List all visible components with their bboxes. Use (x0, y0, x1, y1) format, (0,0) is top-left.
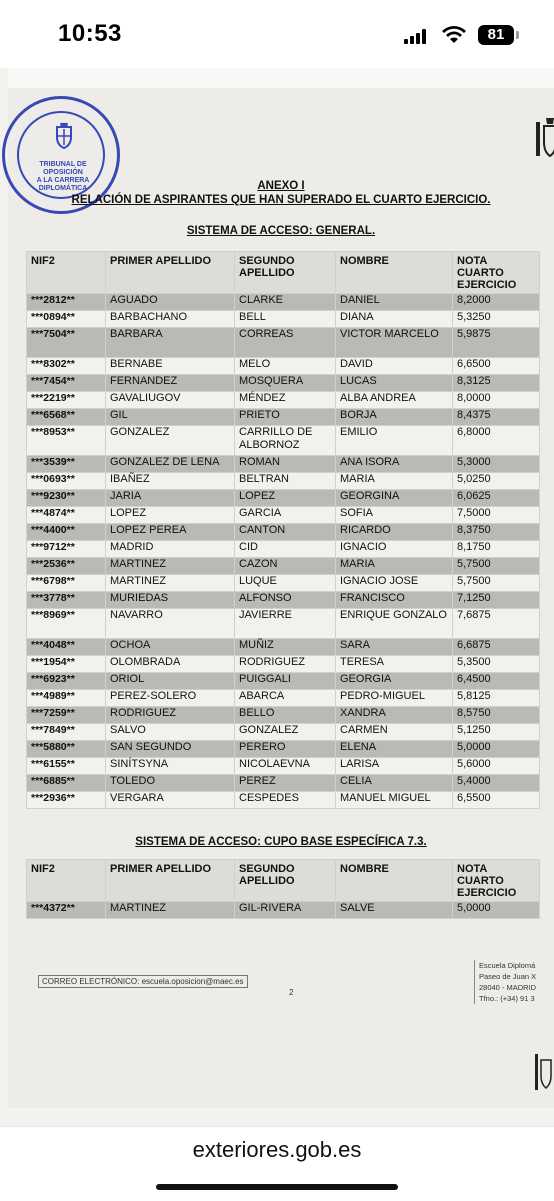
cell-nif: ***4372** (27, 902, 106, 919)
cell-nombre: EMILIO (336, 426, 453, 456)
cell-nota: 8,3125 (453, 375, 540, 392)
cell-nota: 5,8125 (453, 690, 540, 707)
cell-nota: 8,2000 (453, 294, 540, 311)
cell-primer-apellido: PEREZ-SOLERO (106, 690, 235, 707)
cell-nota: 5,6000 (453, 758, 540, 775)
coat-of-arms-icon (534, 1048, 552, 1096)
cell-nombre: IGNACIO JOSE (336, 575, 453, 592)
cell-nombre: PEDRO-MIGUEL (336, 690, 453, 707)
table-row (27, 358, 540, 375)
cell-primer-apellido: SALVO (106, 724, 235, 741)
cell-nif: ***2936** (27, 792, 106, 809)
cell-nota: 7,5000 (453, 507, 540, 524)
cell-primer-apellido: RODRIGUEZ (106, 707, 235, 724)
column-header-nif: NIF2 (27, 860, 106, 902)
table-row (27, 328, 540, 358)
cell-nota: 6,6875 (453, 639, 540, 656)
cell-nombre: ANA ISORA (336, 456, 453, 473)
cell-primer-apellido: LOPEZ PEREA (106, 524, 235, 541)
column-header-nombre: NOMBRE (336, 860, 453, 902)
table-row (27, 375, 540, 392)
cell-nif: ***0894** (27, 311, 106, 328)
cell-segundo-apellido: ROMAN (235, 456, 336, 473)
status-bar (0, 0, 554, 68)
cell-primer-apellido: VERGARA (106, 792, 235, 809)
table-header-row (27, 252, 540, 294)
cell-segundo-apellido: MÉNDEZ (235, 392, 336, 409)
cell-nif: ***2219** (27, 392, 106, 409)
cell-nombre: CELIA (336, 775, 453, 792)
cell-segundo-apellido: CARRILLO DE ALBORNOZ (235, 426, 336, 456)
cell-primer-apellido: MARTINEZ (106, 902, 235, 919)
coat-of-arms-icon (49, 121, 79, 151)
cell-primer-apellido: GIL (106, 409, 235, 426)
seal-text: TRIBUNAL DE OPOSICIÓN A LA CARRERA DIPLOMÁTICA (36, 161, 90, 192)
cell-segundo-apellido: GONZALEZ (235, 724, 336, 741)
cell-nif: ***2536** (27, 558, 106, 575)
footer-email: CORREO ELECTRÓNICO: escuela.oposicion@maec.es (38, 975, 248, 988)
cell-primer-apellido: MARTINEZ (106, 575, 235, 592)
page-number: 2 (289, 988, 294, 997)
annex-title: ANEXO I (257, 180, 305, 192)
cell-nota: 5,4000 (453, 775, 540, 792)
cell-nif: ***6885** (27, 775, 106, 792)
cell-nif: ***4989** (27, 690, 106, 707)
cell-nombre: SOFIA (336, 507, 453, 524)
table-row (27, 673, 540, 690)
cell-primer-apellido: OLOMBRADA (106, 656, 235, 673)
cell-nif: ***3778** (27, 592, 106, 609)
cell-segundo-apellido: CORREAS (235, 328, 336, 358)
cell-nombre: DANIEL (336, 294, 453, 311)
cell-nombre: GEORGINA (336, 490, 453, 507)
cell-segundo-apellido: MUÑIZ (235, 639, 336, 656)
general-results-table (26, 251, 540, 809)
cell-nif: ***6155** (27, 758, 106, 775)
cell-nif: ***2812** (27, 294, 106, 311)
column-header-nombre: NOMBRE (336, 252, 453, 294)
table-row (27, 592, 540, 609)
cell-primer-apellido: GONZALEZ (106, 426, 235, 456)
coat-of-arms-icon (534, 116, 554, 162)
cell-nif: ***6568** (27, 409, 106, 426)
cell-nota: 6,8000 (453, 426, 540, 456)
cell-nombre: DAVID (336, 358, 453, 375)
cell-nombre: ALBA ANDREA (336, 392, 453, 409)
table-row (27, 294, 540, 311)
cell-primer-apellido: BERNABE (106, 358, 235, 375)
cell-segundo-apellido: PERERO (235, 741, 336, 758)
cell-segundo-apellido: MELO (235, 358, 336, 375)
cell-nombre: FRANCISCO (336, 592, 453, 609)
section-general-title: SISTEMA DE ACCESO: GENERAL. (186, 225, 376, 237)
cell-nombre: DIANA (336, 311, 453, 328)
cell-nif: ***0693** (27, 473, 106, 490)
table-row (27, 639, 540, 656)
cell-primer-apellido: MURIEDAS (106, 592, 235, 609)
cell-nota: 5,9875 (453, 328, 540, 358)
table-row (27, 575, 540, 592)
cell-nif: ***4048** (27, 639, 106, 656)
cell-nota: 5,3500 (453, 656, 540, 673)
cell-nif: ***3539** (27, 456, 106, 473)
table-row (27, 792, 540, 809)
cell-segundo-apellido: PRIETO (235, 409, 336, 426)
column-header-primer-apellido: PRIMER APELLIDO (106, 860, 235, 902)
cell-nombre: VICTOR MARCELO (336, 328, 453, 358)
page-top-margin (8, 68, 554, 88)
cell-nombre: XANDRA (336, 707, 453, 724)
cell-primer-apellido: ORIOL (106, 673, 235, 690)
cell-primer-apellido: FERNANDEZ (106, 375, 235, 392)
cell-primer-apellido: OCHOA (106, 639, 235, 656)
table-row (27, 409, 540, 426)
cell-nota: 5,0250 (453, 473, 540, 490)
cell-primer-apellido: JARIA (106, 490, 235, 507)
table-row (27, 902, 540, 919)
cell-nombre: TERESA (336, 656, 453, 673)
cell-nota: 8,1750 (453, 541, 540, 558)
cell-segundo-apellido: CAZON (235, 558, 336, 575)
cell-primer-apellido: NAVARRO (106, 609, 235, 639)
cell-nombre: MARIA (336, 473, 453, 490)
cell-nota: 8,3750 (453, 524, 540, 541)
table-row (27, 473, 540, 490)
table-row (27, 775, 540, 792)
cell-nota: 5,3250 (453, 311, 540, 328)
cell-segundo-apellido: BELTRAN (235, 473, 336, 490)
document-page (8, 68, 554, 1108)
general-results-body (27, 294, 540, 809)
table-row (27, 392, 540, 409)
cell-segundo-apellido: PUIGGALI (235, 673, 336, 690)
cell-nota: 8,0000 (453, 392, 540, 409)
cell-nif: ***7454** (27, 375, 106, 392)
document-heading: RELACIÓN DE ASPIRANTES QUE HAN SUPERADO EL CUARTO EJERCICIO. (71, 194, 491, 206)
cell-primer-apellido: SAN SEGUNDO (106, 741, 235, 758)
battery-tip (516, 31, 519, 39)
cell-primer-apellido: BARBACHANO (106, 311, 235, 328)
cell-segundo-apellido: GIL-RIVERA (235, 902, 336, 919)
column-header-nif: NIF2 (27, 252, 106, 294)
cell-nif: ***8302** (27, 358, 106, 375)
cell-nombre: LARISA (336, 758, 453, 775)
cell-primer-apellido: MARTINEZ (106, 558, 235, 575)
cell-nota: 6,5500 (453, 792, 540, 809)
cell-segundo-apellido: BELL (235, 311, 336, 328)
cell-primer-apellido: BARBARA (106, 328, 235, 358)
cell-nif: ***6798** (27, 575, 106, 592)
cupo-results-body (27, 902, 540, 919)
table-row (27, 609, 540, 639)
column-header-nota: NOTA CUARTO EJERCICIO (453, 252, 540, 294)
cell-nombre: RICARDO (336, 524, 453, 541)
cell-nombre: SARA (336, 639, 453, 656)
url-text[interactable]: exteriores.gob.es (192, 1137, 362, 1162)
cell-segundo-apellido: RODRIGUEZ (235, 656, 336, 673)
cell-segundo-apellido: NICOLAEVNA (235, 758, 336, 775)
cell-primer-apellido: MADRID (106, 541, 235, 558)
cellular-signal-icon (404, 28, 430, 44)
cell-nif: ***4400** (27, 524, 106, 541)
cell-segundo-apellido: ABARCA (235, 690, 336, 707)
document-viewer[interactable] (0, 68, 554, 1126)
cell-segundo-apellido: CLARKE (235, 294, 336, 311)
cell-segundo-apellido: BELLO (235, 707, 336, 724)
cell-nif: ***7504** (27, 328, 106, 358)
table-row (27, 758, 540, 775)
cell-nombre: SALVE (336, 902, 453, 919)
table-row (27, 426, 540, 456)
table-row (27, 707, 540, 724)
column-header-segundo-apellido: SEGUNDO APELLIDO (235, 252, 336, 294)
wifi-icon (441, 24, 467, 44)
table-row (27, 558, 540, 575)
cell-primer-apellido: TOLEDO (106, 775, 235, 792)
cell-segundo-apellido: CESPEDES (235, 792, 336, 809)
cell-nota: 8,4375 (453, 409, 540, 426)
cell-nif: ***8969** (27, 609, 106, 639)
table-row (27, 311, 540, 328)
cupo-results-table (26, 859, 540, 919)
home-indicator[interactable] (156, 1184, 398, 1190)
cell-nota: 5,7500 (453, 558, 540, 575)
cell-nombre: CARMEN (336, 724, 453, 741)
cell-nota: 6,4500 (453, 673, 540, 690)
table-row (27, 690, 540, 707)
cell-nif: ***7849** (27, 724, 106, 741)
cell-primer-apellido: IBAÑEZ (106, 473, 235, 490)
table-row (27, 656, 540, 673)
cell-segundo-apellido: PEREZ (235, 775, 336, 792)
cell-nombre: BORJA (336, 409, 453, 426)
cell-nombre: ENRIQUE GONZALO (336, 609, 453, 639)
cell-nota: 5,1250 (453, 724, 540, 741)
cell-nota: 8,5750 (453, 707, 540, 724)
cell-nif: ***7259** (27, 707, 106, 724)
cell-nif: ***9712** (27, 541, 106, 558)
table-row (27, 456, 540, 473)
table-row (27, 507, 540, 524)
cell-nota: 5,3000 (453, 456, 540, 473)
cell-nombre: IGNACIO (336, 541, 453, 558)
cell-segundo-apellido: CID (235, 541, 336, 558)
cell-primer-apellido: GONZALEZ DE LENA (106, 456, 235, 473)
table-row (27, 741, 540, 758)
cell-nif: ***8953** (27, 426, 106, 456)
cell-nombre: GEORGIA (336, 673, 453, 690)
cell-segundo-apellido: LUQUE (235, 575, 336, 592)
cell-nota: 6,0625 (453, 490, 540, 507)
table-header-row (27, 860, 540, 902)
cell-nif: ***9230** (27, 490, 106, 507)
cell-nota: 7,6875 (453, 609, 540, 639)
cell-nombre: MARIA (336, 558, 453, 575)
table-row (27, 490, 540, 507)
cell-nif: ***4874** (27, 507, 106, 524)
cell-nombre: ELENA (336, 741, 453, 758)
clock: 10:53 (58, 20, 122, 47)
cell-segundo-apellido: GARCIA (235, 507, 336, 524)
cell-nota: 7,1250 (453, 592, 540, 609)
cell-segundo-apellido: LOPEZ (235, 490, 336, 507)
cell-segundo-apellido: JAVIERRE (235, 609, 336, 639)
section-cupo-title: SISTEMA DE ACCESO: CUPO BASE ESPECÍFICA 7.3. (135, 836, 427, 848)
browser-address-bar[interactable] (0, 1126, 554, 1201)
battery-icon: 81 (478, 25, 514, 45)
cell-primer-apellido: AGUADO (106, 294, 235, 311)
table-row (27, 724, 540, 741)
table-row (27, 524, 540, 541)
cell-segundo-apellido: CANTON (235, 524, 336, 541)
cell-nif: ***5880** (27, 741, 106, 758)
cell-primer-apellido: SINÍTSYNA (106, 758, 235, 775)
cell-nif: ***1954** (27, 656, 106, 673)
cell-nif: ***6923** (27, 673, 106, 690)
cell-primer-apellido: LOPEZ (106, 507, 235, 524)
cell-nota: 6,6500 (453, 358, 540, 375)
cell-nota: 5,0000 (453, 902, 540, 919)
footer-address: Escuela Diplomá Paseo de Juan X 28040 - MADRID Tfno.: (+34) 91 3 (474, 960, 554, 1004)
column-header-primer-apellido: PRIMER APELLIDO (106, 252, 235, 294)
cell-segundo-apellido: MOSQUERA (235, 375, 336, 392)
column-header-nota: NOTA CUARTO EJERCICIO (453, 860, 540, 902)
cell-primer-apellido: GAVALIUGOV (106, 392, 235, 409)
cell-nota: 5,7500 (453, 575, 540, 592)
cell-nota: 5,0000 (453, 741, 540, 758)
column-header-segundo-apellido: SEGUNDO APELLIDO (235, 860, 336, 902)
cell-nombre: LUCAS (336, 375, 453, 392)
table-row (27, 541, 540, 558)
cell-segundo-apellido: ALFONSO (235, 592, 336, 609)
cell-nombre: MANUEL MIGUEL (336, 792, 453, 809)
